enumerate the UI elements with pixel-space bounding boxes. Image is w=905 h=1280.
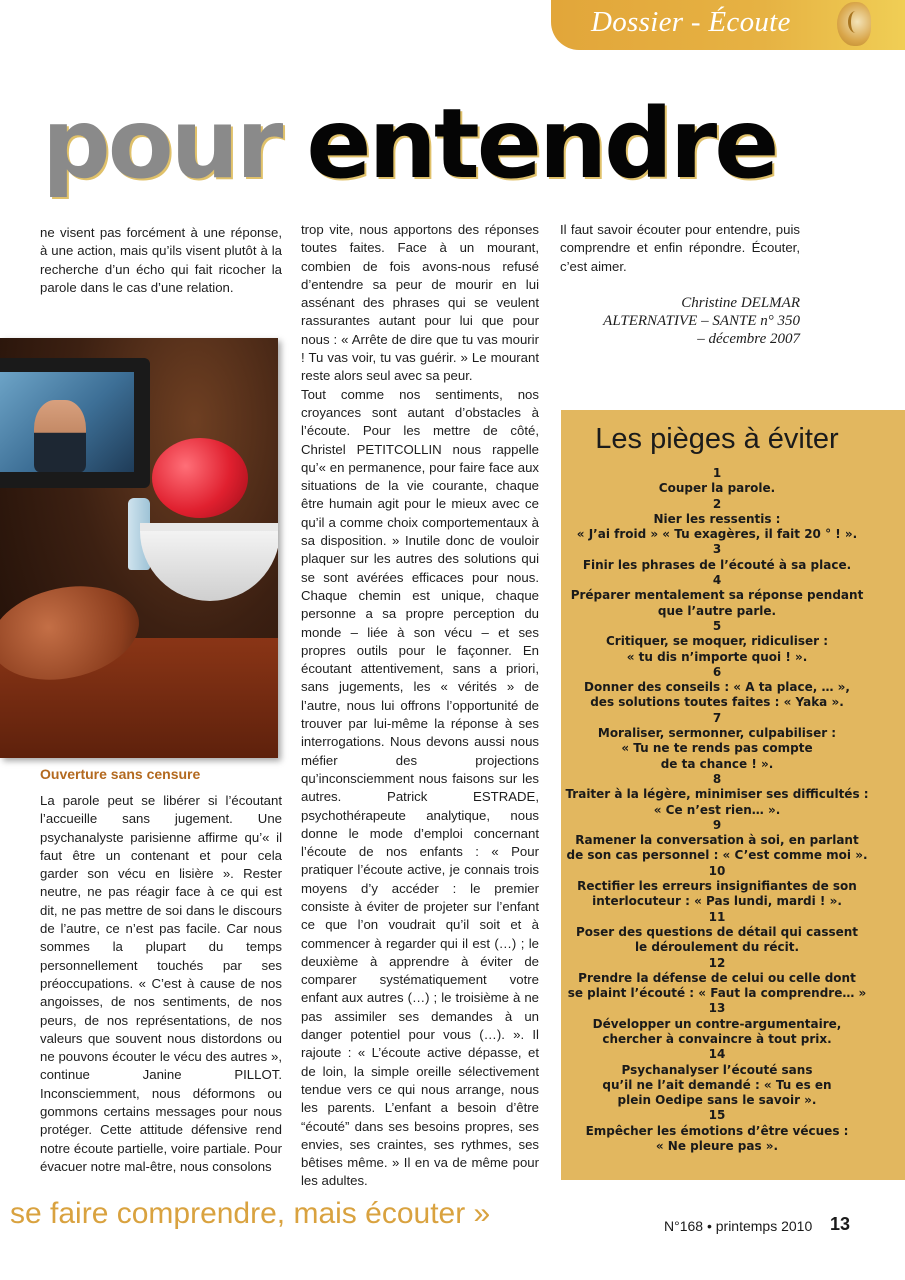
photo-bowl — [140, 523, 278, 601]
page-number: 13 — [830, 1214, 851, 1234]
signature-author: Christine DELMAR — [681, 295, 800, 311]
photo-balloon — [152, 438, 248, 518]
pitfall-text: « Ne pleure pas ». — [655, 1139, 779, 1154]
pitfall-text: Critiquer, se moquer, ridiculiser : — [605, 634, 828, 649]
section-tab — [551, 0, 905, 50]
pitfall-item — [561, 542, 873, 573]
paragraph: ne visent pas forcément à une réponse, à une action, mais qu’ils visent plutôt à la recherche d’un écho qui fait ricocher la parole dans le cas d’une relation. — [40, 225, 282, 295]
pitfall-number: 2 — [712, 496, 722, 511]
pitfall-text: Ramener la conversation à soi, en parlant — [575, 833, 859, 848]
pitfall-item — [561, 665, 873, 711]
paragraph: Tout comme nos sentiments, nos croyances sont autant d’obstacles à l’écoute. Pour les mettre de côté, Christel PETITCOLLIN nous rappelle qu’« en permanence, pour faire face aux situations de la vie courante, chaque être humain agit pour le mieux avec ce qu’il a comme choix comportementaux à sa disposition. » Inutile donc de vouloir plaquer sur les autres des solutions qui se sont avérées efficaces pour nous. Chaque chemin est unique, chaque personne a sa propre perception du monde – liée à son vécu – et ses propres outils pour le façonner. En écoutant attentivement, sans a priori, sans jugements, les « vérités » de l’autre, nous lui offrons l’opportunité de trouver par lui-même la réponse à ses interrogations. Nous devons aussi nous méfier des projections qu’inconsciemment nous faisons sur les autres. Patrick ESTRADE, psychothérapeute analytique, nous donne le mode d’emploi concernant l’écoute de nos enfants : « Pour pratiquer l’écoute active, je connais trois moyens d’y accéder : le premier consiste à éviter de projeter sur l’enfant ce que l’on voudrait qu’il soit et à commencer à regarder qui il est (…) ; le deuxième à apprendre à éviter de comparer systématiquement votre enfant aux autres (…) ; le troisième à ne pas assimiler ses demandes à un danger potentiel pour vous (…). ». Il rajoute : « L’écoute active dépasse, et de loin, la simple oreille sélectivement tendue vers ce qui nous arrange, nous les parents. L’enfant a besoin d’être “écouté” dans ses besoins propres, ses envies, ses craintes, ses rythmes, ses bêtises même. » Il en va de même pour les adultes. — [301, 386, 539, 1189]
pitfall-item — [561, 772, 873, 818]
pitfall-text: Psychanalyser l’écouté sans — [621, 1062, 813, 1077]
pitfall-number: 12 — [708, 955, 726, 970]
ear-icon — [837, 2, 871, 46]
pitfall-item — [561, 619, 873, 665]
pitfall-item — [561, 864, 873, 910]
pitfall-text: Couper la parole. — [658, 481, 776, 496]
pitfall-text: « J’ai froid » « Tu exagères, il fait 20 ° ! ». — [576, 527, 858, 542]
column-2 — [301, 221, 539, 1191]
issue-label: N°168 • printemps 2010 — [664, 1218, 813, 1234]
pitfall-text: Préparer mentalement sa réponse pendant — [570, 588, 864, 603]
pitfall-item — [561, 1001, 873, 1047]
signature-source: ALTERNATIVE – SANTE n° 350 — [603, 313, 800, 329]
pitfall-text: de ta chance ! ». — [660, 756, 774, 771]
pitfall-number: 3 — [712, 542, 722, 557]
headline-word-2: entendre — [306, 88, 777, 200]
pitfalls-list — [561, 466, 873, 1154]
column-3 — [560, 221, 800, 276]
pitfall-text: que l’autre parle. — [657, 603, 777, 618]
pitfall-text: Traiter à la légère, minimiser ses difficultés : — [565, 787, 869, 802]
pitfall-text: Finir les phrases de l’écouté à sa place. — [582, 557, 852, 572]
signature-date: – décembre 2007 — [697, 331, 800, 347]
pitfall-text: de son cas personnel : « C’est comme moi ». — [566, 848, 868, 863]
pitfalls-title: Les pièges à éviter — [595, 423, 839, 455]
headline-word-1: pour — [42, 88, 281, 200]
subheading: Ouverture sans censure — [40, 766, 201, 782]
article-photo — [0, 338, 278, 758]
pitfall-item — [561, 1047, 873, 1108]
pitfall-text: « tu dis n’importe quoi ! ». — [626, 649, 808, 664]
photo-tv-screen — [0, 372, 134, 472]
pitfall-number: 11 — [708, 909, 726, 924]
pitfall-number: 15 — [708, 1108, 726, 1123]
pitfall-item — [561, 956, 873, 1002]
pitfall-number: 14 — [708, 1047, 726, 1062]
pitfall-text: Prendre la défense de celui ou celle dont — [578, 970, 856, 985]
pitfall-text: « Ce n’est rien… ». — [653, 802, 781, 817]
photo-tv — [0, 358, 150, 488]
pitfall-number: 4 — [712, 573, 722, 588]
paragraph: trop vite, nous apportons des réponses toutes faites. Face à un mourant, combien de fois avons-nous refusé d’entendre sa peur de mourir en lui assénant des phrases qui se veulent rassurantes autant pour lui que pour nous : « Arrête de dire que tu vas mourir ! Tu vas voir, tu vas guérir. » Le mourant reste alors seul avec sa peur. — [301, 222, 539, 384]
pitfall-item — [561, 818, 873, 864]
pitfall-text: qu’il ne l’ait demandé : « Tu es en — [602, 1077, 832, 1092]
pitfall-number: 1 — [712, 466, 722, 480]
pitfall-text: Empêcher les émotions d’être vécues : — [585, 1123, 849, 1138]
section-title: Dossier - Écoute — [591, 6, 791, 38]
pitfall-text: plein Oedipe sans le savoir ». — [617, 1093, 817, 1108]
photo-tv-presenter — [34, 400, 86, 472]
pitfall-item — [561, 910, 873, 956]
pitfall-item — [561, 497, 873, 543]
pitfall-text: Nier les ressentis : — [653, 511, 781, 526]
pitfall-item — [561, 1108, 873, 1154]
pitfall-text: Donner des conseils : « A ta place, … », — [584, 680, 850, 695]
pitfall-text: Moraliser, sermonner, culpabiliser : — [597, 726, 837, 741]
pitfall-text: se plaint l’écouté : « Faut la comprendre… » — [567, 986, 867, 1001]
paragraph: Il faut savoir écouter pour entendre, puis comprendre et enfin répondre. Écouter, c’est aimer. — [560, 222, 800, 274]
pitfall-text: le déroulement du récit. — [634, 940, 800, 955]
pitfall-text: Poser des questions de détail qui cassent — [575, 924, 859, 939]
pitfall-item — [561, 573, 873, 619]
pitfall-text: des solutions toutes faites : « Yaka ». — [590, 695, 844, 710]
column-1-bottom — [40, 792, 282, 1176]
pitfall-number: 8 — [712, 771, 722, 786]
headline — [42, 88, 777, 200]
column-1-top — [40, 224, 282, 297]
pitfall-number: 6 — [712, 664, 722, 679]
footer-quote: se faire comprendre, mais écouter » — [10, 1197, 491, 1230]
pitfall-text: Développer un contre-argumentaire, — [592, 1016, 842, 1031]
pitfall-text: Rectifier les erreurs insignifiantes de son — [577, 879, 857, 894]
pitfall-text: interlocuteur : « Pas lundi, mardi ! ». — [592, 894, 842, 909]
pitfall-number: 9 — [712, 817, 722, 832]
pitfall-text: chercher à convaincre à tout prix. — [602, 1031, 832, 1046]
pitfall-item — [561, 711, 873, 772]
pitfall-number: 10 — [708, 863, 726, 878]
pitfall-number: 13 — [708, 1001, 726, 1016]
pitfall-number: 5 — [712, 618, 722, 633]
pitfall-text: « Tu ne te rends pas compte — [621, 741, 813, 756]
signature — [560, 294, 800, 348]
pitfall-item — [561, 466, 873, 497]
pitfall-number: 7 — [712, 710, 722, 725]
paragraph: La parole peut se libérer si l’écoutant l’accueille sans jugement. Une psychanalyste parisienne affirme qu’« il faut être un contenant et pour cela garder son vécu en lisière ». Rester neutre, ne pas réagir face à ce qui est dit, ne pas mettre de soi dans le discours de l’autre, ce n’est pas facile. Car nous sommes la plupart du temps personnellement touchés par ses préoccupations. « C’est à cause de nos angoisses, de nos sentiments, de nos peurs, de nos représentations, de nos valeurs que souvent nous distordons ou ne pouvons écouter le vécu des autres », continue Janine PILLOT. Inconsciemment, nous déformons ou gommons certains messages pour nous protéger. Cette attitude défensive rend notre écoute partielle, voire partiale. Pour évacuer notre mal-être, nous consolons — [40, 793, 282, 1174]
